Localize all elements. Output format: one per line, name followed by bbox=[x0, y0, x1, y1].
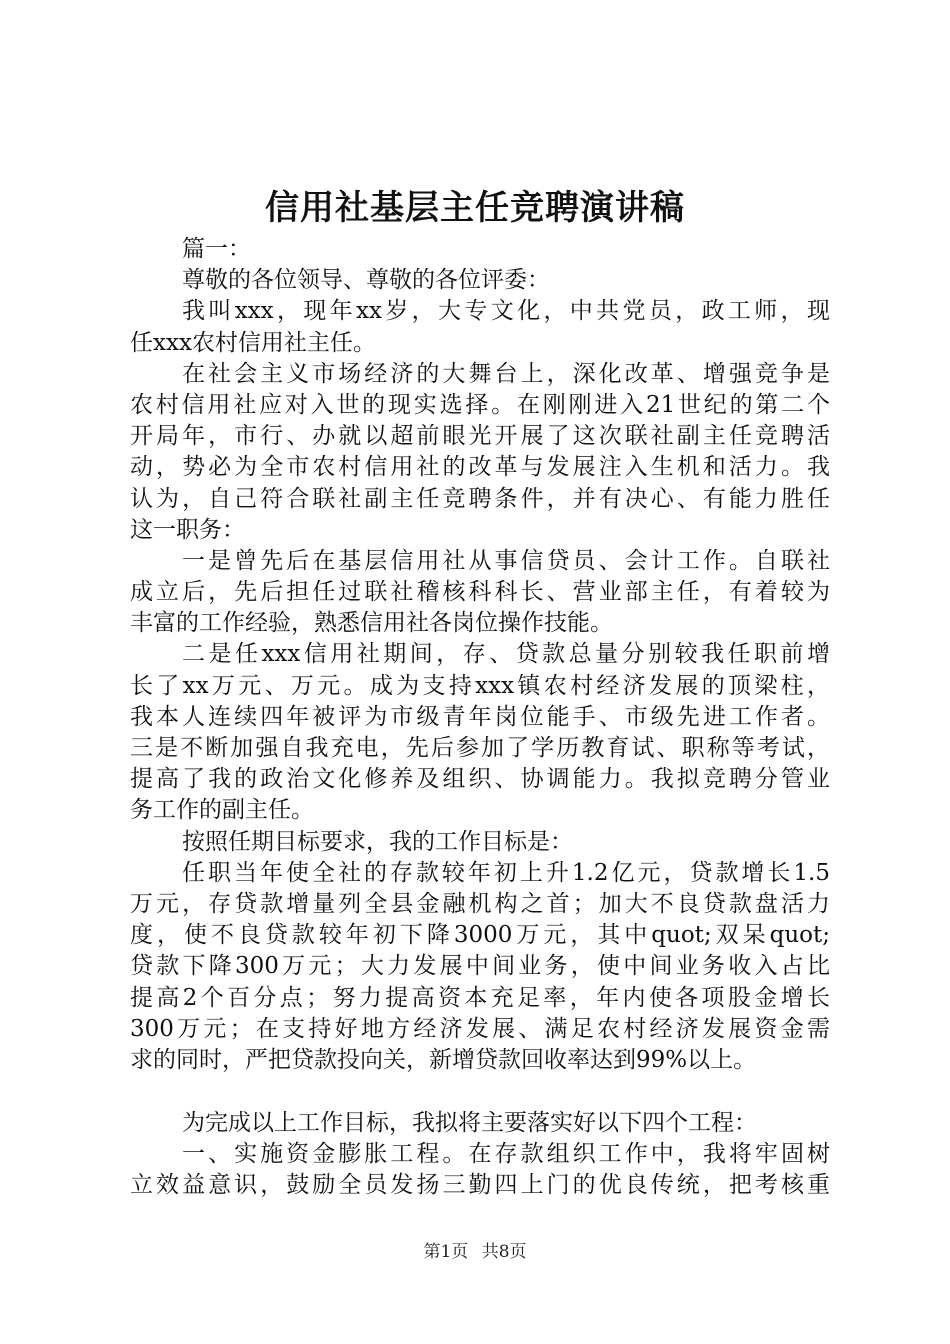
text-line: 任xxx农村信用社主任。 bbox=[130, 329, 376, 356]
text-line: 成立后，先后担任过联社稽核科科长、营业部主任，有着较为 bbox=[130, 579, 830, 606]
document-title: 信用社基层主任竞聘演讲稿 bbox=[265, 188, 685, 228]
text-line: 300万元；在支持好地方经济发展、满足农村经济发展资金需 bbox=[130, 1015, 830, 1042]
text-line: 认为，自己符合联社副主任竞聘条件，并有决心、有能力胜任 bbox=[130, 485, 830, 512]
text-line: 在社会主义市场经济的大舞台上，深化改革、增强竞争是 bbox=[182, 360, 830, 387]
text-line: 万元，存贷款增量列全县金融机构之首；加大不良贷款盘活力 bbox=[130, 890, 830, 917]
text-line: 按照任期目标要求，我的工作目标是： bbox=[182, 828, 573, 855]
text-line: 我叫xxx，现年xx岁，大专文化，中共党员，政工师，现 bbox=[182, 298, 830, 325]
text-line: 二是任xxx信用社期间，存、贷款总量分别较我任职前增 bbox=[182, 641, 830, 668]
document-body bbox=[130, 234, 830, 1202]
text-line: 提高了我的政治文化修养及组织、协调能力。我拟竞聘分管业 bbox=[130, 766, 830, 793]
paragraph-gap bbox=[130, 1076, 830, 1108]
text-line: 开局年，市行、办就以超前眼光开展了这次联社副主任竞聘活 bbox=[130, 423, 830, 450]
text-line: 提高2个百分点；努力提高资本充足率，年内使各项股金增长 bbox=[130, 984, 830, 1011]
text-line: 一、实施资金膨胀工程。在存款组织工作中，我将牢固树 bbox=[182, 1141, 830, 1168]
text-line: 求的同时，严把贷款投向关，新增贷款回收率达到99%以上。 bbox=[130, 1046, 757, 1073]
text-line: 这一职务： bbox=[130, 516, 245, 543]
page-number: 第1页 bbox=[423, 1242, 469, 1262]
text-line: 动，势必为全市农村信用社的改革与发展注入生机和活力。我 bbox=[130, 454, 830, 481]
text-line: 贷款下降300万元；大力发展中间业务，使中间业务收入占比 bbox=[130, 953, 830, 980]
page-total: 共8页 bbox=[481, 1242, 527, 1262]
text-line: 丰富的工作经验，熟悉信用社各岗位操作技能。 bbox=[130, 610, 613, 637]
text-line: 农村信用社应对入世的现实选择。在刚刚进入21世纪的第二个 bbox=[130, 391, 830, 418]
text-line: 为完成以上工作目标，我拟将主要落实好以下四个工程： bbox=[182, 1110, 757, 1137]
text-line: 长了xx万元、万元。成为支持xxx镇农村经济发展的顶梁柱， bbox=[130, 672, 830, 699]
text-line: 一是曾先后在基层信用社从事信贷员、会计工作。自联社 bbox=[182, 547, 830, 574]
page-footer bbox=[0, 1240, 950, 1264]
text-line: 立效益意识，鼓励全员发扬三勤四上门的优良传统，把考核重 bbox=[130, 1172, 830, 1199]
text-line: 我本人连续四年被评为市级青年岗位能手、市级先进工作者。 bbox=[130, 703, 830, 730]
text-line: 任职当年使全社的存款较年初上升1.2亿元，贷款增长1.5 bbox=[182, 859, 830, 886]
text-line: 度，使不良贷款较年初下降3000万元，其中quot;双呆quot; bbox=[130, 922, 830, 949]
text-line: 篇一： bbox=[182, 236, 251, 262]
text-line: 三是不断加强自我充电，先后参加了学历教育试、职称等考试， bbox=[130, 735, 830, 761]
text-line: 尊敬的各位领导、尊敬的各位评委： bbox=[182, 267, 550, 294]
text-line: 务工作的副主任。 bbox=[130, 797, 314, 824]
